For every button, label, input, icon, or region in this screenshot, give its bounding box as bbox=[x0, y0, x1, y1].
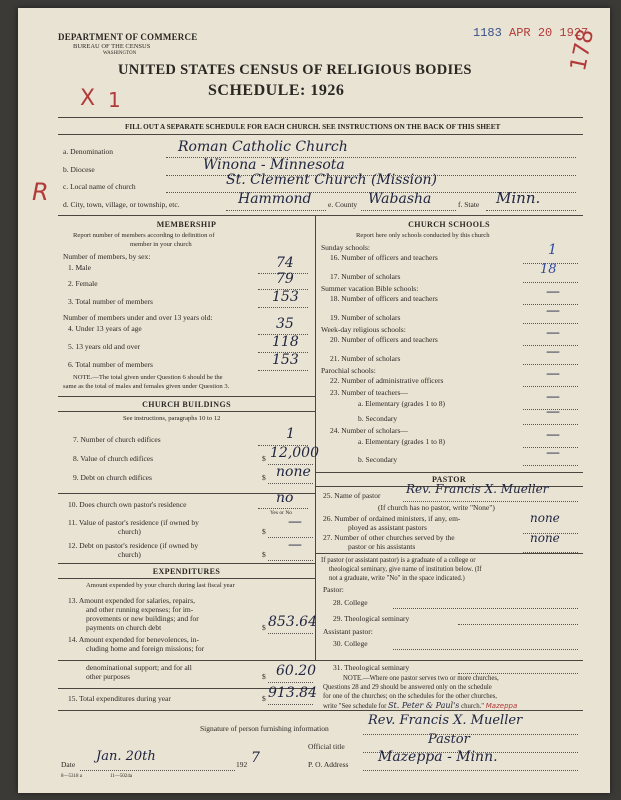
city-value: Hammond bbox=[238, 191, 312, 207]
local-name-value: St. Clement Church (Mission) bbox=[226, 172, 438, 188]
q24b-dash: — bbox=[546, 445, 560, 461]
expenditures-heading: EXPENDITURES bbox=[152, 567, 221, 576]
q25-value: Rev. Francis X. Mueller bbox=[406, 482, 549, 496]
q26-label-2: ployed as assistant pastors bbox=[348, 523, 427, 532]
q6-total-value: 153 bbox=[272, 352, 299, 368]
q12-label-2: church) bbox=[118, 550, 141, 559]
q14-value: 60.20 bbox=[276, 663, 317, 679]
q14-dollar-sign: $ bbox=[262, 672, 266, 681]
q11-label-2: church) bbox=[118, 527, 141, 536]
pastor-note-town: Mazeppa bbox=[485, 702, 518, 710]
q30-label: 30. College bbox=[333, 639, 368, 648]
q1-male-value: 74 bbox=[276, 255, 294, 271]
signature-label: Signature of person furnishing information bbox=[200, 724, 329, 733]
schools-heading: CHURCH SCHOOLS bbox=[408, 220, 490, 229]
q8-value-label: 8. Value of church edifices bbox=[73, 454, 154, 463]
membership-note-1: NOTE.—The total given under Question 6 should be the bbox=[73, 374, 223, 381]
red-mark-one: 1 bbox=[108, 88, 121, 112]
q22-dash: — bbox=[546, 366, 560, 382]
weekday-schools-label: Week-day religious schools: bbox=[321, 325, 406, 334]
q4-under13-value: 35 bbox=[276, 316, 294, 332]
q24a-dash: — bbox=[546, 427, 560, 443]
q20-dash: — bbox=[546, 325, 560, 341]
q21-dash: — bbox=[546, 344, 560, 360]
graduate-note-2: theological seminary, give name of institution below. (If bbox=[329, 566, 482, 573]
q4-under13-label: 4. Under 13 years of age bbox=[68, 324, 142, 333]
buildings-heading: CHURCH BUILDINGS bbox=[142, 400, 231, 409]
q25-label: 25. Name of pastor bbox=[323, 491, 381, 500]
membership-intro-1: Report number of members according to definition of bbox=[73, 232, 215, 239]
form-number-2: 11—5024a bbox=[110, 774, 133, 779]
pastor-note-2: Questions 28 and 29 should be answered only on the schedule bbox=[323, 684, 492, 691]
date-value: Jan. 20th bbox=[96, 749, 156, 764]
official-title-value: Pastor bbox=[428, 732, 470, 747]
county-label: e. County bbox=[328, 200, 358, 209]
q11-dollar-sign: $ bbox=[262, 527, 266, 536]
members-by-age-label: Number of members under and over 13 years old: bbox=[63, 313, 213, 322]
q19-dash: — bbox=[546, 303, 560, 319]
signature-value: Rev. Francis X. Mueller bbox=[368, 713, 523, 728]
q15-label: 15. Total expenditures during year bbox=[68, 694, 171, 703]
q13-label-2: and other running expenses; for im- bbox=[86, 605, 194, 614]
q17-label: 17. Number of scholars bbox=[330, 272, 401, 281]
q23-label: 23. Number of teachers— bbox=[330, 388, 408, 397]
red-mark-r: R bbox=[32, 178, 49, 206]
q16-label: 16. Number of officers and teachers bbox=[330, 253, 438, 262]
q21-label: 21. Number of scholars bbox=[330, 354, 401, 363]
q20-label: 20. Number of officers and teachers bbox=[330, 335, 438, 344]
state-label: f. State bbox=[458, 200, 480, 209]
stamp-date: APR 20 1927 bbox=[509, 26, 589, 40]
stamp-number: 1183 bbox=[473, 26, 502, 40]
year-prefix: 192 bbox=[236, 760, 248, 769]
q29-label: 29. Theological seminary bbox=[333, 614, 410, 623]
q23a-dash: — bbox=[546, 389, 560, 405]
q13-label-3: provements or new buildings; and for bbox=[86, 614, 199, 623]
q22-label: 22. Number of administrative officers bbox=[330, 376, 444, 385]
q27-value: none bbox=[530, 531, 560, 545]
membership-note-2: same as the total of males and females given under Question 3. bbox=[63, 383, 230, 390]
q2-female-value: 79 bbox=[276, 271, 294, 287]
denomination-label: a. Denomination bbox=[63, 147, 113, 156]
q13-label-4: payments on church debt bbox=[86, 623, 162, 632]
q27-label-2: pastor or his assistants bbox=[348, 542, 416, 551]
q15-value: 913.84 bbox=[268, 685, 317, 701]
state-value: Minn. bbox=[496, 189, 541, 207]
q10-residence-value: no bbox=[276, 490, 294, 506]
q19-label: 19. Number of scholars bbox=[330, 313, 401, 322]
buildings-intro: See instructions, paragraphs 10 to 12 bbox=[123, 415, 221, 422]
pastor-education-label: Pastor: bbox=[323, 585, 344, 594]
schools-intro: Report here only schools conducted by this church bbox=[356, 232, 490, 239]
sunday-schools-label: Sunday schools: bbox=[321, 243, 370, 252]
q23b-dash: — bbox=[546, 404, 560, 420]
q12-dollar-sign: $ bbox=[262, 550, 266, 559]
q24a-label: a. Elementary (grades 1 to 8) bbox=[358, 437, 446, 446]
diocese-label: b. Diocese bbox=[63, 165, 95, 174]
members-by-sex-label: Number of members, by sex: bbox=[63, 252, 151, 261]
po-address-value: Mazeppa - Minn. bbox=[378, 749, 498, 765]
q2-female-label: 2. Female bbox=[68, 279, 98, 288]
form-title: UNITED STATES CENSUS OF RELIGIOUS BODIES bbox=[118, 62, 472, 78]
q23b-label: b. Secondary bbox=[358, 414, 398, 423]
q7-edifices-label: 7. Number of church edifices bbox=[73, 435, 161, 444]
q26-label-1: 26. Number of ordained ministers, if any, em- bbox=[323, 514, 461, 523]
q13-label-1: 13. Amount expended for salaries, repairs, bbox=[68, 596, 196, 605]
q18-dash: — bbox=[546, 284, 560, 300]
city-label-field: d. City, town, village, or township, etc. bbox=[63, 200, 180, 209]
bureau-label: BUREAU OF THE CENSUS bbox=[73, 43, 151, 50]
received-stamp bbox=[473, 26, 588, 40]
city-label: WASHINGTON bbox=[103, 51, 137, 56]
pastor-note-4: write "See schedule for bbox=[323, 703, 387, 710]
graduate-note-3: not a graduate, write "No" in the space indicated.) bbox=[329, 575, 465, 582]
q6-total-label: 6. Total number of members bbox=[68, 360, 153, 369]
q14-label-2: cluding home and foreign missions; for bbox=[86, 644, 205, 653]
membership-intro-2: member in your church bbox=[130, 241, 192, 248]
q5-over13-label: 5. 13 years old and over bbox=[68, 342, 141, 351]
red-mark-178: 178 bbox=[566, 26, 600, 74]
q24-label: 24. Number of scholars— bbox=[330, 426, 408, 435]
denomination-value: Roman Catholic Church bbox=[178, 139, 348, 155]
pastor-note-5: church." bbox=[461, 703, 485, 710]
q8-dollar-sign: $ bbox=[262, 454, 266, 463]
q26-value: none bbox=[530, 511, 560, 525]
red-mark-x: X bbox=[80, 86, 96, 111]
q23a-label: a. Elementary (grades 1 to 8) bbox=[358, 399, 446, 408]
q27-label-1: 27. Number of other churches served by the bbox=[323, 533, 455, 542]
po-address-label: P. O. Address bbox=[308, 760, 349, 769]
diocese-value: Winona - Minnesota bbox=[203, 157, 345, 173]
q25-note: (If church has no pastor, write "None") bbox=[378, 503, 495, 512]
q31-label: 31. Theological seminary bbox=[333, 663, 410, 672]
year-digit: 7 bbox=[251, 750, 260, 766]
pastor-note-fill: St. Peter & Paul's bbox=[388, 701, 460, 710]
q14-label-1: 14. Amount expended for benevolences, in- bbox=[68, 635, 200, 644]
q10-residence-label: 10. Does church own pastor's residence bbox=[68, 500, 187, 509]
county-value: Wabasha bbox=[368, 191, 432, 207]
q16-value: 1 bbox=[548, 242, 557, 258]
local-name-label: c. Local name of church bbox=[63, 182, 136, 191]
q9-debt-label: 9. Debt on church edifices bbox=[73, 473, 152, 482]
summer-schools-label: Summer vacation Bible schools: bbox=[321, 284, 419, 293]
q1-male-label: 1. Male bbox=[68, 263, 91, 272]
assistant-education-label: Assistant pastor: bbox=[323, 627, 373, 636]
date-label: Date bbox=[61, 760, 76, 769]
q17-value: 18 bbox=[540, 262, 557, 277]
instruction-line: FILL OUT A SEPARATE SCHEDULE FOR EACH CHURCH. SEE INSTRUCTIONS ON THE BACK OF THIS SHEET bbox=[125, 123, 501, 131]
q11-dash: — bbox=[288, 514, 302, 530]
q9-dollar-sign: $ bbox=[262, 473, 266, 482]
q13-value: 853.64 bbox=[268, 614, 317, 630]
q3-total-value: 153 bbox=[272, 289, 299, 305]
graduate-note-1: If pastor (or assistant pastor) is a graduate of a college or bbox=[321, 557, 476, 564]
q3-total-label: 3. Total number of members bbox=[68, 297, 153, 306]
official-title-label: Official title bbox=[308, 742, 345, 751]
q13-dollar-sign: $ bbox=[262, 623, 266, 632]
q24b-label: b. Secondary bbox=[358, 455, 398, 464]
q14-label-3: denominational support; and for all bbox=[86, 663, 192, 672]
pastor-note-3: for one of the churches; on the schedules for the other churches, bbox=[323, 693, 498, 700]
q12-dash: — bbox=[288, 537, 302, 553]
department-label: DEPARTMENT OF COMMERCE bbox=[58, 32, 198, 42]
q9-debt-value: none bbox=[276, 464, 311, 480]
q7-edifices-value: 1 bbox=[286, 426, 295, 442]
pastor-note-1: NOTE.—Where one pastor serves two or more churches, bbox=[343, 675, 499, 682]
q5-over13-value: 118 bbox=[272, 334, 299, 350]
q15-dollar-sign: $ bbox=[262, 694, 266, 703]
membership-heading: MEMBERSHIP bbox=[156, 220, 217, 229]
q18-label: 18. Number of officers and teachers bbox=[330, 294, 438, 303]
pastor-heading: PASTOR bbox=[431, 475, 467, 484]
q11-label-1: 11. Value of pastor's residence (if owned by bbox=[68, 518, 199, 527]
q14-label-4: other purposes bbox=[86, 672, 130, 681]
census-schedule-page bbox=[18, 8, 610, 793]
parochial-schools-label: Parochial schools: bbox=[321, 366, 376, 375]
yes-or-no-hint: Yes or No bbox=[270, 510, 293, 516]
form-number: 8—5318 a bbox=[61, 774, 82, 779]
q8-value-value: 12,000 bbox=[270, 445, 319, 461]
form-subtitle: SCHEDULE: 1926 bbox=[208, 82, 345, 99]
q28-label: 28. College bbox=[333, 598, 368, 607]
expenditures-intro: Amount expended by your church during last fiscal year bbox=[86, 582, 235, 589]
q12-label-1: 12. Debt on pastor's residence (if owned by bbox=[68, 541, 199, 550]
